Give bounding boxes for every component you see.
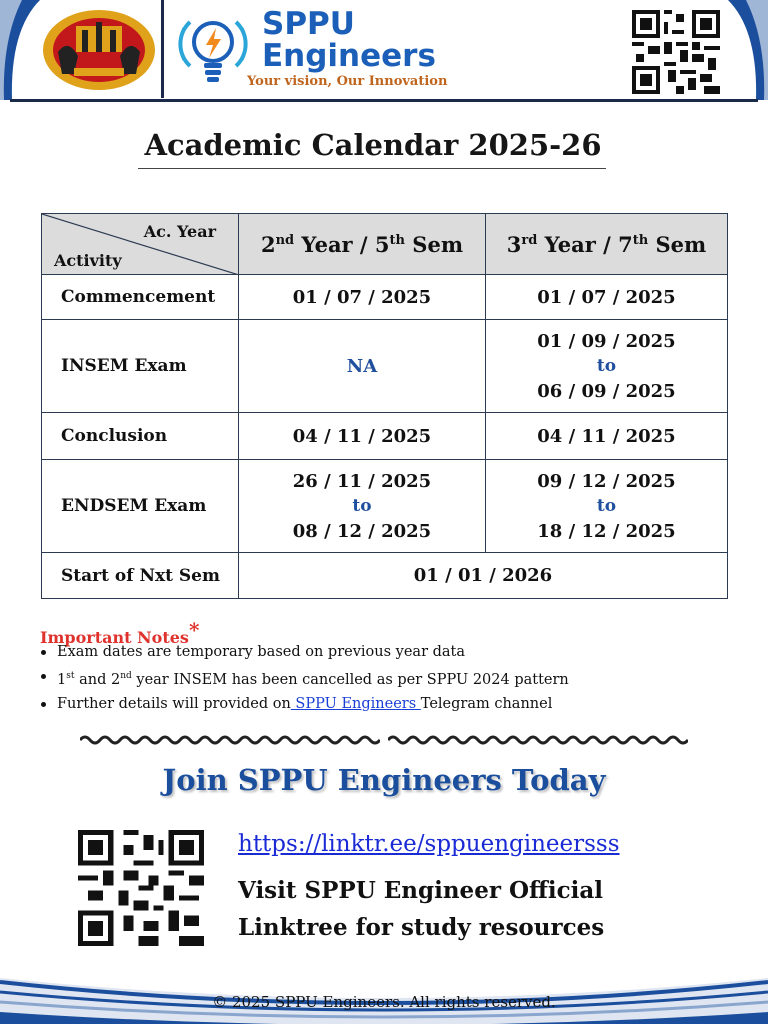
endsem-2nd-year-range [239,460,486,553]
note-sup: nd [120,671,132,681]
row-label: ENDSEM Exam [42,460,239,553]
visit-line1: Visit SPPU Engineer Official [238,877,603,904]
notes-list [40,640,569,716]
table-row-next-sem [42,553,728,599]
note-text: 1 [57,671,67,688]
column-header-2nd-year [239,214,486,275]
col1-year-mid: Year / 5 [294,231,390,257]
next-sem-date: 01 / 01 / 2026 [239,553,728,599]
qr-code-icon[interactable] [632,10,720,94]
commencement-2nd-year-date: 01 / 07 / 2025 [239,275,486,320]
visit-linktree-text [238,872,604,946]
header-divider [161,0,164,98]
notes-heading-text: Important Notes [40,628,189,647]
note-text: Telegram channel [420,695,553,712]
list-item [40,664,569,692]
corner-header-cell [42,214,239,275]
range-to: 06 / 09 / 2025 [537,380,676,402]
insem-2nd-year-value: NA [239,320,486,413]
col1-year-num: 2 [260,231,276,257]
brand-name [262,8,462,72]
col2-year-mid: Year / 7 [537,231,633,257]
col1-sem-text: Sem [405,231,464,257]
lightbulb-logo-icon [176,8,250,92]
table-header-row [42,214,728,275]
col2-year-sup: rd [521,232,538,248]
brand-name-line1: SPPU [262,6,355,42]
ac-year-label: Ac. Year [143,222,216,241]
col2-sem-text: Sem [648,231,707,257]
wave-divider-left [80,730,380,750]
table-row-insem [42,320,728,413]
activity-label: Activity [54,251,122,270]
row-label: INSEM Exam [42,320,239,413]
list-item [40,640,569,664]
linktree-link[interactable]: https://linktr.ee/sppuengineersss [238,831,620,857]
range-from: 01 / 09 / 2025 [537,330,676,352]
conclusion-2nd-year-date: 04 / 11 / 2025 [239,413,486,460]
note-text: and 2 [74,671,121,688]
university-seal-icon [40,8,158,92]
range-to-word: to [352,495,372,516]
note-text: year INSEM has been cancelled as per SPPU 2024 pattern [131,671,569,688]
row-label: Commencement [42,275,239,320]
visit-line2: Linktree for study resources [238,914,605,941]
col2-year-num: 3 [506,231,522,257]
table-row-endsem [42,460,728,553]
qr-code-icon[interactable] [78,829,204,947]
conclusion-3rd-year-date: 04 / 11 / 2025 [486,413,728,460]
list-item [40,692,569,716]
range-to: 18 / 12 / 2025 [537,520,676,542]
range-from: 09 / 12 / 2025 [537,470,676,492]
wave-divider-right [388,730,688,750]
note-text: Exam dates are temporary based on previous year data [57,644,466,660]
header-rule [10,99,758,102]
table-row-commencement [42,275,728,320]
row-label: Conclusion [42,413,239,460]
join-heading: Join SPPU Engineers Today [162,763,606,797]
header [0,0,768,108]
note-text: Further details will provided on [57,695,291,712]
range-to: 08 / 12 / 2025 [292,520,432,542]
notes-asterisk: * [188,618,200,642]
brand-name-line2: Engineers [262,38,436,74]
telegram-channel-link[interactable]: SPPU Engineers [290,695,421,712]
page-title: Academic Calendar 2025-26 [144,128,602,162]
col1-year-sup: nd [275,232,295,248]
academic-calendar-table [41,213,728,599]
title-underline [138,168,606,169]
col2-sem-sup: th [632,232,649,248]
table-row-conclusion [42,413,728,460]
commencement-3rd-year-date: 01 / 07 / 2025 [486,275,728,320]
col1-sem-sup: th [389,232,405,248]
brand-tagline: Your vision, Our Innovation [247,74,448,89]
range-to-word: to [596,355,617,376]
note-sup: st [66,671,75,681]
copyright-text: © 2025 SPPU Engineers. All rights reserved. [212,993,556,1011]
range-from: 26 / 11 / 2025 [292,470,432,492]
range-to-word: to [596,495,617,516]
insem-3rd-year-range [486,320,728,413]
column-header-3rd-year [486,214,728,275]
row-label: Start of Nxt Sem [42,553,239,599]
endsem-3rd-year-range [486,460,728,553]
